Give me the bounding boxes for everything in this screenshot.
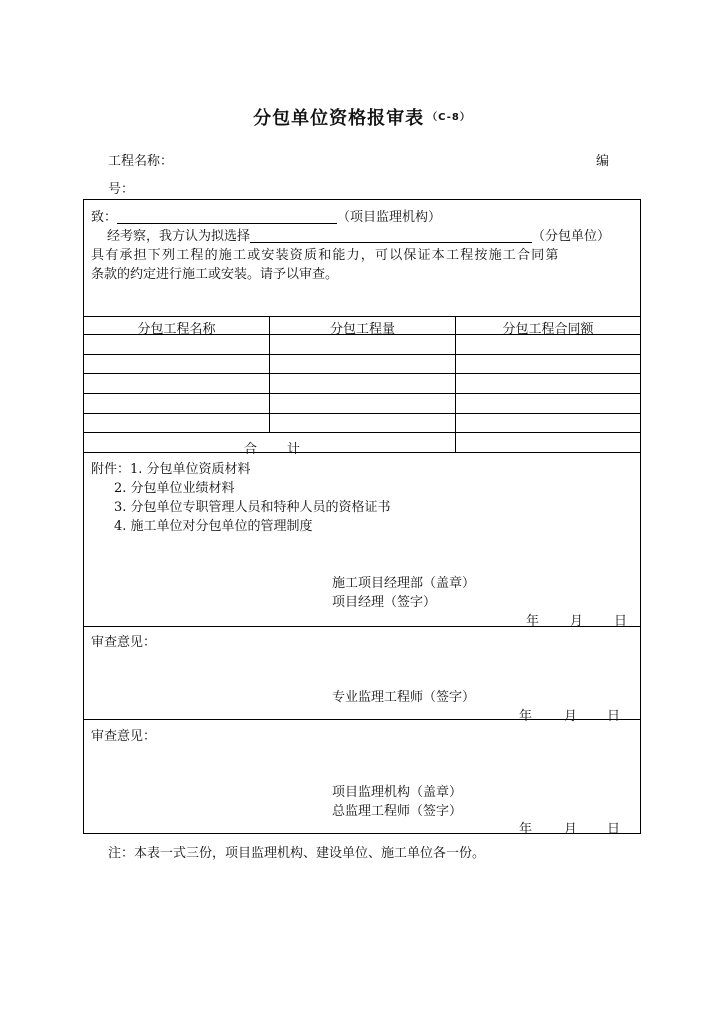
line2-suffix: （分包单位） xyxy=(532,229,611,244)
date-day: 日 xyxy=(607,709,621,724)
number-label-part1: 编 xyxy=(596,154,610,169)
to-suffix: （项目监理机构） xyxy=(337,210,442,225)
attachment-item: 3. 分包单位专职管理人员和特种人员的资格证书 xyxy=(114,500,391,515)
subcontractor-field[interactable] xyxy=(250,228,532,243)
line4-text: 条款的约定进行施工或安装。请予以审查。 xyxy=(91,267,339,282)
date-month: 月 xyxy=(564,709,578,724)
number-label-part2: 号： xyxy=(108,182,135,197)
project-name-label: 工程名称： xyxy=(108,154,174,169)
to-label: 致： xyxy=(91,210,118,225)
attachment-item: 2. 分包单位业绩材料 xyxy=(114,481,235,496)
header-subcontract-name: 分包工程名称 xyxy=(137,322,216,337)
line3-text: 具有承担下列工程的施工或安装资质和能力，可以保证本工程按施工合同第 xyxy=(91,248,560,263)
total-label-1: 合 xyxy=(244,442,258,457)
date-day: 日 xyxy=(607,822,621,837)
pm-signature: 项目经理（签字） xyxy=(332,595,437,610)
pm-dept-seal: 施工项目经理部（盖章） xyxy=(332,576,476,591)
line2-prefix: 经考察，我方认为拟选择 xyxy=(107,229,251,244)
attachment-item: 附件：1. 分包单位资质材料 xyxy=(91,462,251,477)
header-subcontract-amount: 分包工程合同额 xyxy=(502,322,594,337)
date-year: 年 xyxy=(526,614,540,629)
date-month: 月 xyxy=(570,614,584,629)
header-subcontract-quantity: 分包工程量 xyxy=(329,322,395,337)
supervisor-org-field[interactable] xyxy=(117,209,337,224)
supervisor-org-seal: 项目监理机构（盖章） xyxy=(332,785,463,800)
date-day: 日 xyxy=(614,614,628,629)
title-text: 分包单位资格报审表 xyxy=(253,108,425,129)
date-year: 年 xyxy=(519,822,533,837)
chief-engineer-signature: 总监理工程师（签字） xyxy=(332,804,463,819)
total-label-2: 计 xyxy=(287,442,301,457)
form-code: （C-8） xyxy=(427,112,471,123)
date-year: 年 xyxy=(519,709,533,724)
date-month: 月 xyxy=(564,822,578,837)
review-label: 审查意见： xyxy=(91,729,157,744)
attachment-item: 4. 施工单位对分包单位的管理制度 xyxy=(114,519,313,534)
review-label: 审查意见： xyxy=(91,635,157,650)
form-title xyxy=(0,104,724,130)
supervisor-engineer-signature: 专业监理工程师（签字） xyxy=(332,690,476,705)
footnote: 注：本表一式三份，项目监理机构、建设单位、施工单位各一份。 xyxy=(108,846,486,861)
